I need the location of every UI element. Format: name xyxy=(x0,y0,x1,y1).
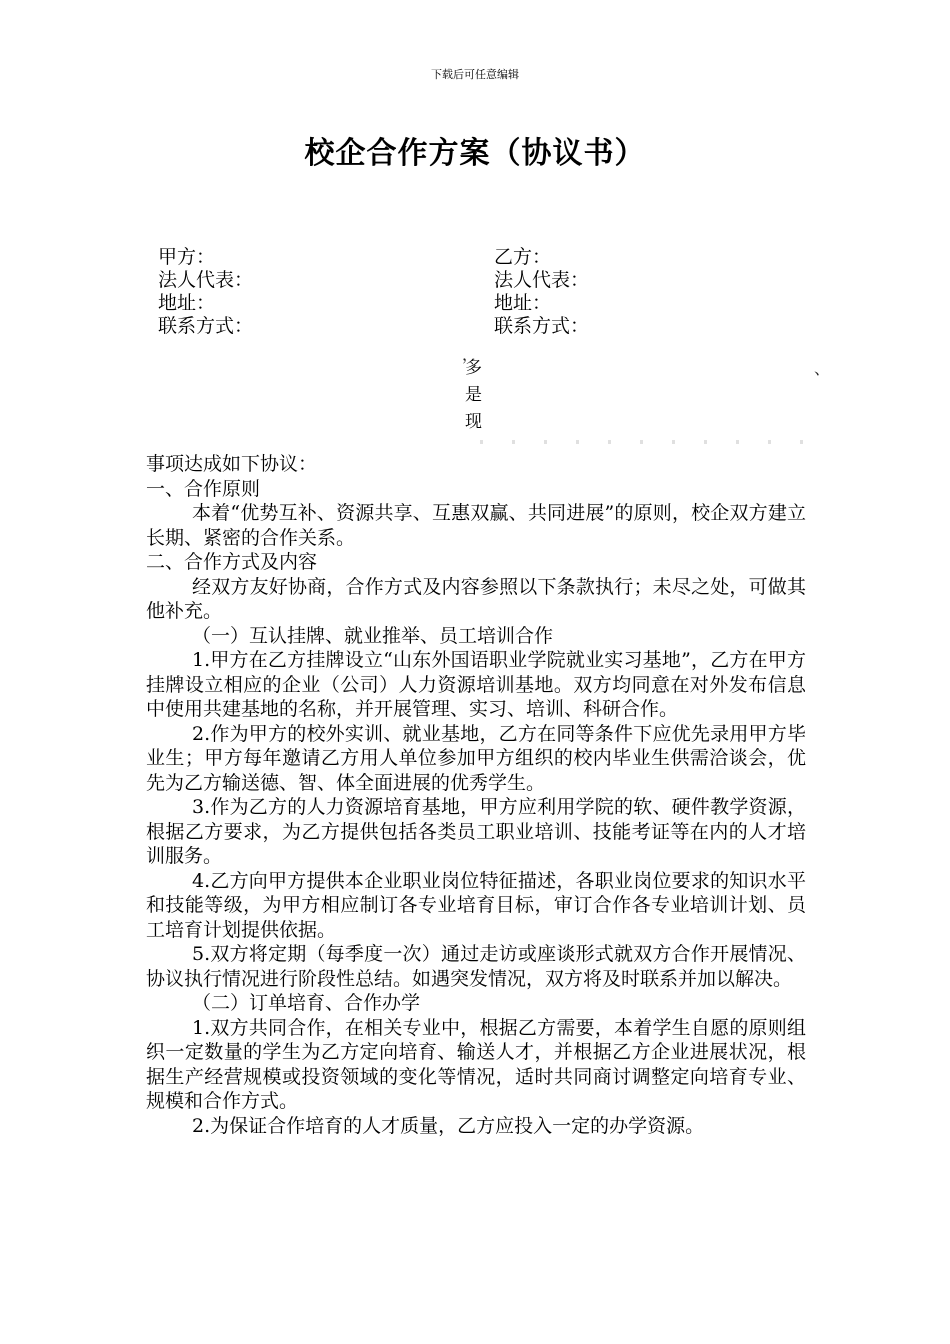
clause: 2.为保证合作培育的人才质量，乙方应投入一定的办学资源。 xyxy=(192,1114,705,1137)
subsection-heading: （一）互认挂牌、就业推举、员工培训合作 xyxy=(192,624,554,647)
fragment-pause-mark: 、 xyxy=(814,359,831,378)
intro-line: 事项达成如下协议： xyxy=(146,453,318,475)
paragraph: 本着“优势互补、资源共享、互惠双赢、共同进展”的原则，校企双方建立长期、紧密的合作关系。 xyxy=(146,502,806,549)
fragment-char: 现 xyxy=(465,412,482,432)
party-a-legal-rep: 法人代表： xyxy=(158,269,254,291)
clause: 4.乙方向甲方提供本企业职业岗位特征描述，各职业岗位要求的知识水平和技能等级，为甲方相应制订各专业培育目标，审订合作各专业培训计划、员工培育计划提供依据。 xyxy=(146,869,806,941)
subsection-heading: （二）订单培育、合作办学 xyxy=(192,992,421,1014)
party-a-contact: 联系方式： xyxy=(158,315,254,337)
party-b-label: 乙方： xyxy=(494,246,552,268)
party-b-address: 地址： xyxy=(494,292,552,314)
page-header: 下载后可任意编辑 xyxy=(431,68,519,81)
faint-text-remnant xyxy=(480,440,830,444)
clause: 5.双方将定期（每季度一次）通过走访或座谈形式就双方合作开展情况、协议执行情况进行阶段性总结。如遇突发情况，双方将及时联系并加以解决。 xyxy=(146,943,806,990)
section-heading: 一、合作原则 xyxy=(146,477,261,500)
party-b-block xyxy=(494,246,589,338)
party-a-address: 地址： xyxy=(158,292,216,314)
party-b-contact: 联系方式： xyxy=(494,315,590,337)
party-a-label: 甲方： xyxy=(158,246,216,268)
clause: 1.甲方在乙方挂牌设立“山东外国语职业学院就业实习基地”，乙方在甲方挂牌设立相应的企业（公司）人力资源培训基地。双方均同意在对外发布信息中使用共建基地的名称，并开展管理、实习、培训、科研合作。 xyxy=(146,649,806,720)
paragraph: 经双方友好协商，合作方式及内容参照以下条款执行；未尽之处，可做其他补充。 xyxy=(146,575,806,622)
fragment-char: 多 xyxy=(465,358,482,378)
party-b-legal-rep: 法人代表： xyxy=(494,269,590,291)
clause: 2.作为甲方的校外实训、就业基地，乙方在同等条件下应优先录用甲方毕业生；甲方每年邀请乙方用人单位参加甲方组织的校内毕业生供需洽谈会，优先为乙方输送德、智、体全面进展的优秀学生。 xyxy=(146,722,806,794)
agreement-body xyxy=(146,452,806,1138)
fragment-column xyxy=(465,355,482,436)
section-heading: 二、合作方式及内容 xyxy=(146,551,318,573)
clause: 1.双方共同合作，在相关专业中，根据乙方需要，本着学生自愿的原则组织一定数量的学生为乙方定向培育、输送人才，并根据乙方企业进展状况，根据生产经营规模或投资领域的变化等情况，适时共同商讨调整定向培育专业、规模和合作方式。 xyxy=(146,1016,806,1112)
document-title: 校企合作方案（协议书） xyxy=(304,136,646,171)
fragment-comma: ， xyxy=(462,345,479,364)
party-a-block xyxy=(158,246,253,338)
fragment-char: 是 xyxy=(465,385,482,405)
clause: 3.作为乙方的人力资源培育基地，甲方应利用学院的软、硬件教学资源，根据乙方要求，为乙方提供包括各类员工职业培训、技能考证等在内的人才培训服务。 xyxy=(146,796,806,867)
